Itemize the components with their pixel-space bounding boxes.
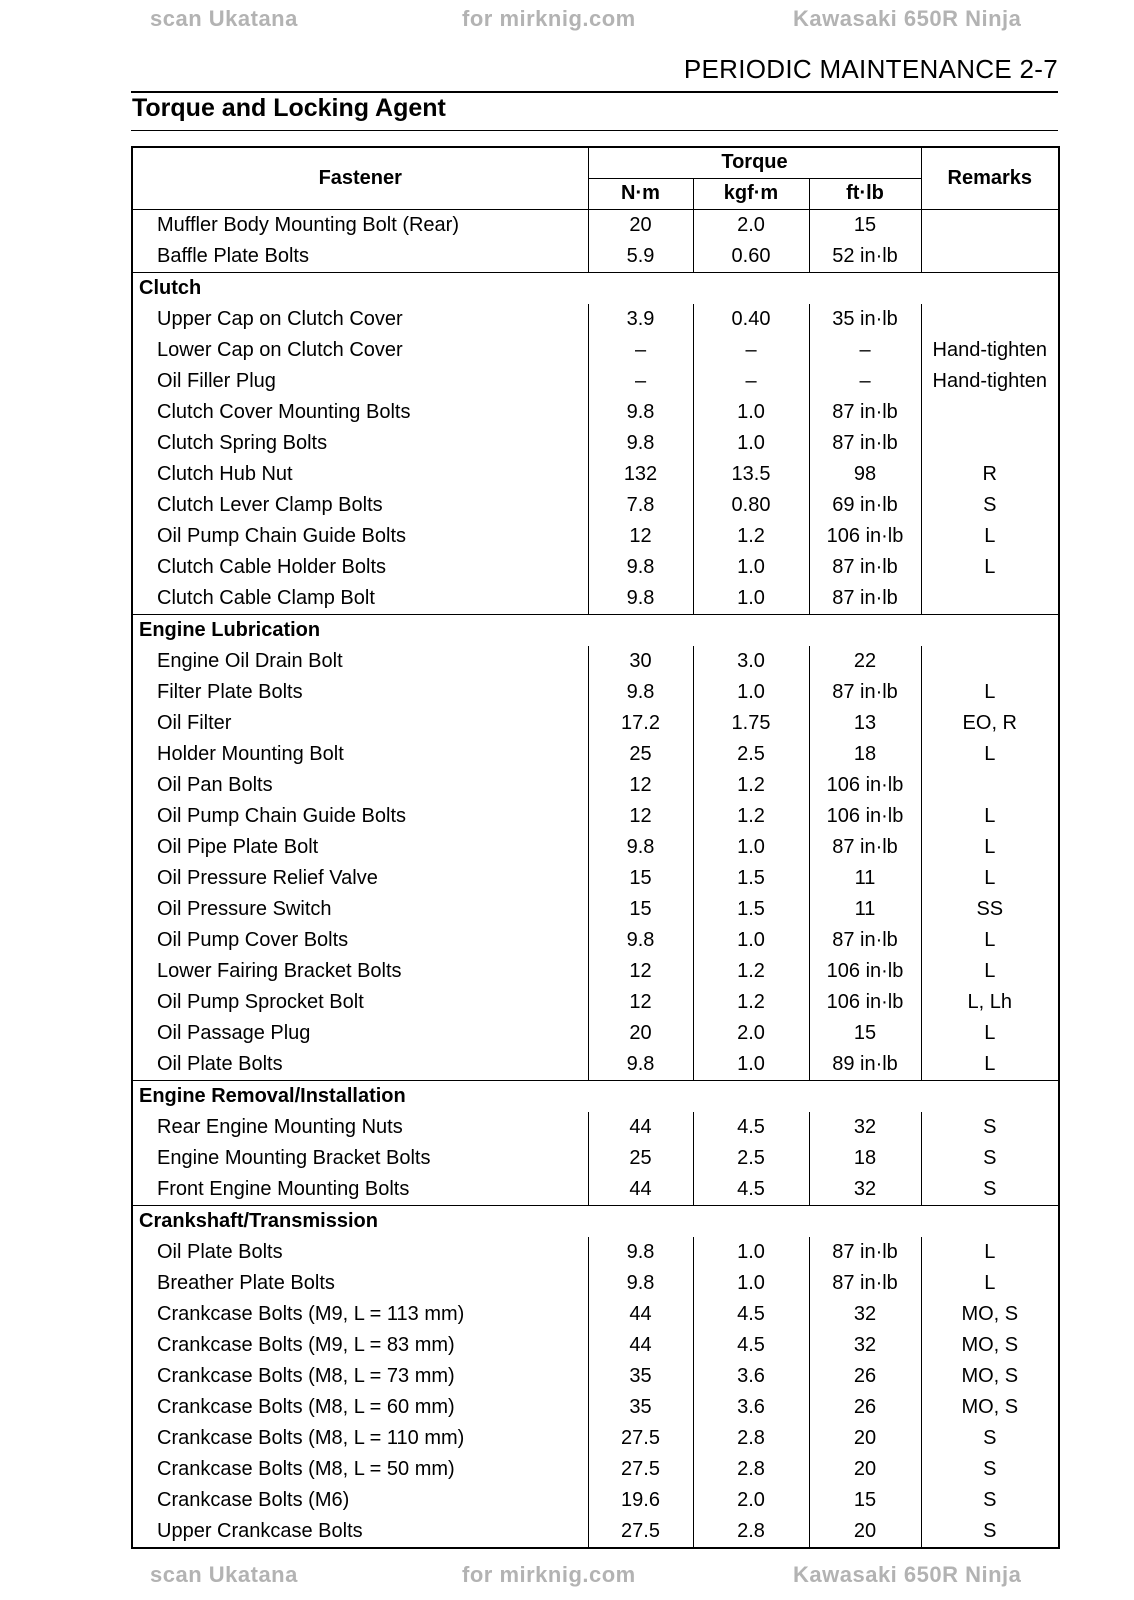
torque-ftlb-cell: 26 xyxy=(809,1392,921,1423)
table-row xyxy=(132,490,1059,521)
torque-kgfm-cell: 0.60 xyxy=(693,241,809,273)
torque-nm-cell: 20 xyxy=(588,209,693,241)
torque-nm-cell: 44 xyxy=(588,1174,693,1206)
remarks-cell: EO, R xyxy=(921,708,1059,739)
remarks-cell: L xyxy=(921,956,1059,987)
torque-kgfm-cell: 1.0 xyxy=(693,552,809,583)
torque-ftlb-cell: 35 in·lb xyxy=(809,304,921,335)
torque-ftlb-cell: 106 in·lb xyxy=(809,987,921,1018)
remarks-cell xyxy=(921,241,1059,273)
torque-kgfm-cell: 2.0 xyxy=(693,209,809,241)
remarks-cell: L xyxy=(921,1018,1059,1049)
remarks-cell: L xyxy=(921,863,1059,894)
table-row xyxy=(132,987,1059,1018)
fastener-cell: Oil Pump Chain Guide Bolts xyxy=(132,521,588,552)
torque-kgfm-cell: 0.40 xyxy=(693,304,809,335)
torque-nm-cell: 15 xyxy=(588,894,693,925)
torque-ftlb-cell: 106 in·lb xyxy=(809,521,921,552)
table-row xyxy=(132,304,1059,335)
table-row xyxy=(132,1516,1059,1548)
table-row xyxy=(132,1143,1059,1174)
table-row xyxy=(132,1299,1059,1330)
torque-kgfm-cell: 4.5 xyxy=(693,1330,809,1361)
header-ftlb: ft·lb xyxy=(809,178,921,209)
torque-ftlb-cell: 18 xyxy=(809,739,921,770)
watermark-center: for mirknig.com xyxy=(462,6,636,31)
fastener-cell: Crankcase Bolts (M8, L = 73 mm) xyxy=(132,1361,588,1392)
remarks-cell: MO, S xyxy=(921,1361,1059,1392)
torque-ftlb-cell: 87 in·lb xyxy=(809,428,921,459)
table-row xyxy=(132,1485,1059,1516)
torque-nm-cell: 44 xyxy=(588,1330,693,1361)
group-header-row xyxy=(132,614,1059,646)
remarks-cell: L xyxy=(921,801,1059,832)
table-row xyxy=(132,1392,1059,1423)
fastener-cell: Filter Plate Bolts xyxy=(132,677,588,708)
torque-kgfm-cell: 1.75 xyxy=(693,708,809,739)
torque-nm-cell: 44 xyxy=(588,1299,693,1330)
table-row xyxy=(132,1361,1059,1392)
torque-kgfm-cell: 13.5 xyxy=(693,459,809,490)
remarks-cell xyxy=(921,304,1059,335)
torque-ftlb-cell: 106 in·lb xyxy=(809,956,921,987)
remarks-cell: MO, S xyxy=(921,1330,1059,1361)
fastener-cell: Crankcase Bolts (M6) xyxy=(132,1485,588,1516)
fastener-cell: Engine Mounting Bracket Bolts xyxy=(132,1143,588,1174)
header-fastener: Fastener xyxy=(132,147,588,209)
torque-nm-cell: 27.5 xyxy=(588,1454,693,1485)
fastener-cell: Crankcase Bolts (M8, L = 110 mm) xyxy=(132,1423,588,1454)
remarks-cell: R xyxy=(921,459,1059,490)
torque-ftlb-cell: – xyxy=(809,335,921,366)
torque-nm-cell: 20 xyxy=(588,1018,693,1049)
remarks-cell: Hand-tighten xyxy=(921,366,1059,397)
group-header-row xyxy=(132,272,1059,304)
remarks-cell xyxy=(921,770,1059,801)
table-row xyxy=(132,335,1059,366)
table-row xyxy=(132,1423,1059,1454)
fastener-cell: Clutch Cable Holder Bolts xyxy=(132,552,588,583)
fastener-cell: Baffle Plate Bolts xyxy=(132,241,588,273)
torque-kgfm-cell: 2.8 xyxy=(693,1516,809,1548)
header-torque: Torque xyxy=(588,147,921,178)
torque-table xyxy=(131,146,1060,1549)
table-row xyxy=(132,1268,1059,1299)
torque-nm-cell: – xyxy=(588,366,693,397)
torque-nm-cell: 35 xyxy=(588,1392,693,1423)
remarks-cell: Hand-tighten xyxy=(921,335,1059,366)
torque-kgfm-cell: 1.0 xyxy=(693,677,809,708)
torque-ftlb-cell: 52 in·lb xyxy=(809,241,921,273)
torque-nm-cell: 9.8 xyxy=(588,1049,693,1081)
torque-ftlb-cell: 87 in·lb xyxy=(809,1237,921,1268)
remarks-cell xyxy=(921,583,1059,615)
remarks-cell xyxy=(921,397,1059,428)
table-row xyxy=(132,397,1059,428)
remarks-cell: S xyxy=(921,1174,1059,1206)
torque-nm-cell: 17.2 xyxy=(588,708,693,739)
fastener-cell: Lower Cap on Clutch Cover xyxy=(132,335,588,366)
torque-nm-cell: – xyxy=(588,335,693,366)
torque-kgfm-cell: 2.5 xyxy=(693,1143,809,1174)
torque-kgfm-cell: 2.5 xyxy=(693,739,809,770)
remarks-cell: L xyxy=(921,677,1059,708)
torque-nm-cell: 9.8 xyxy=(588,925,693,956)
torque-ftlb-cell: 32 xyxy=(809,1174,921,1206)
torque-kgfm-cell: 1.0 xyxy=(693,1237,809,1268)
torque-nm-cell: 9.8 xyxy=(588,677,693,708)
fastener-cell: Oil Pressure Switch xyxy=(132,894,588,925)
fastener-cell: Upper Crankcase Bolts xyxy=(132,1516,588,1548)
fastener-cell: Muffler Body Mounting Bolt (Rear) xyxy=(132,209,588,241)
torque-kgfm-cell: 1.0 xyxy=(693,1268,809,1299)
torque-nm-cell: 132 xyxy=(588,459,693,490)
torque-kgfm-cell: 1.0 xyxy=(693,428,809,459)
torque-nm-cell: 9.8 xyxy=(588,397,693,428)
fastener-cell: Front Engine Mounting Bolts xyxy=(132,1174,588,1206)
torque-kgfm-cell: 3.6 xyxy=(693,1392,809,1423)
table-row xyxy=(132,209,1059,241)
torque-nm-cell: 27.5 xyxy=(588,1516,693,1548)
table-row xyxy=(132,1330,1059,1361)
torque-nm-cell: 9.8 xyxy=(588,428,693,459)
watermark-right-bottom: Kawasaki 650R Ninja xyxy=(793,1562,1022,1587)
fastener-cell: Crankcase Bolts (M9, L = 113 mm) xyxy=(132,1299,588,1330)
torque-nm-cell: 27.5 xyxy=(588,1423,693,1454)
torque-ftlb-cell: 106 in·lb xyxy=(809,801,921,832)
torque-kgfm-cell: – xyxy=(693,366,809,397)
remarks-cell: L xyxy=(921,1049,1059,1081)
table-row xyxy=(132,583,1059,615)
table-row xyxy=(132,521,1059,552)
remarks-cell: L xyxy=(921,739,1059,770)
torque-kgfm-cell: 3.0 xyxy=(693,646,809,677)
torque-ftlb-cell: 106 in·lb xyxy=(809,770,921,801)
torque-kgfm-cell: 1.2 xyxy=(693,987,809,1018)
torque-kgfm-cell: 2.0 xyxy=(693,1018,809,1049)
table-row xyxy=(132,428,1059,459)
torque-nm-cell: 5.9 xyxy=(588,241,693,273)
torque-ftlb-cell: – xyxy=(809,366,921,397)
torque-ftlb-cell: 32 xyxy=(809,1112,921,1143)
header-rule xyxy=(131,91,1058,93)
torque-ftlb-cell: 18 xyxy=(809,1143,921,1174)
fastener-cell: Clutch Spring Bolts xyxy=(132,428,588,459)
fastener-cell: Clutch Lever Clamp Bolts xyxy=(132,490,588,521)
torque-ftlb-cell: 87 in·lb xyxy=(809,583,921,615)
table-row xyxy=(132,241,1059,273)
fastener-cell: Oil Pressure Relief Valve xyxy=(132,863,588,894)
torque-kgfm-cell: 1.0 xyxy=(693,583,809,615)
torque-nm-cell: 25 xyxy=(588,739,693,770)
torque-kgfm-cell: 1.2 xyxy=(693,521,809,552)
torque-kgfm-cell: 2.8 xyxy=(693,1423,809,1454)
table-row xyxy=(132,1049,1059,1081)
torque-nm-cell: 25 xyxy=(588,1143,693,1174)
torque-kgfm-cell: – xyxy=(693,335,809,366)
remarks-cell: L xyxy=(921,552,1059,583)
table-row xyxy=(132,1237,1059,1268)
remarks-cell: SS xyxy=(921,894,1059,925)
torque-kgfm-cell: 1.5 xyxy=(693,894,809,925)
fastener-cell: Oil Plate Bolts xyxy=(132,1049,588,1081)
torque-kgfm-cell: 2.8 xyxy=(693,1454,809,1485)
torque-nm-cell: 9.8 xyxy=(588,583,693,615)
fastener-cell: Clutch Cable Clamp Bolt xyxy=(132,583,588,615)
fastener-cell: Breather Plate Bolts xyxy=(132,1268,588,1299)
table-row xyxy=(132,801,1059,832)
torque-ftlb-cell: 32 xyxy=(809,1299,921,1330)
header-nm: N·m xyxy=(588,178,693,209)
remarks-cell: L xyxy=(921,1268,1059,1299)
table-row xyxy=(132,677,1059,708)
watermark-left-bottom: scan Ukatana xyxy=(150,1562,298,1587)
torque-nm-cell: 44 xyxy=(588,1112,693,1143)
table-row xyxy=(132,1174,1059,1206)
torque-nm-cell: 19.6 xyxy=(588,1485,693,1516)
remarks-cell xyxy=(921,428,1059,459)
torque-ftlb-cell: 87 in·lb xyxy=(809,832,921,863)
torque-ftlb-cell: 89 in·lb xyxy=(809,1049,921,1081)
fastener-cell: Oil Filter xyxy=(132,708,588,739)
fastener-cell: Oil Pump Chain Guide Bolts xyxy=(132,801,588,832)
torque-ftlb-cell: 20 xyxy=(809,1516,921,1548)
fastener-cell: Crankcase Bolts (M8, L = 60 mm) xyxy=(132,1392,588,1423)
fastener-cell: Oil Pump Sprocket Bolt xyxy=(132,987,588,1018)
torque-kgfm-cell: 1.0 xyxy=(693,397,809,428)
table-row xyxy=(132,459,1059,490)
page-title: PERIODIC MAINTENANCE 2-7 xyxy=(683,54,1058,84)
remarks-cell: L xyxy=(921,1237,1059,1268)
fastener-cell: Engine Oil Drain Bolt xyxy=(132,646,588,677)
table-row xyxy=(132,552,1059,583)
table-row xyxy=(132,1454,1059,1485)
torque-ftlb-cell: 69 in·lb xyxy=(809,490,921,521)
remarks-cell: MO, S xyxy=(921,1392,1059,1423)
remarks-cell: L xyxy=(921,925,1059,956)
table-row xyxy=(132,1112,1059,1143)
watermark-center-bottom: for mirknig.com xyxy=(462,1562,636,1587)
torque-nm-cell: 12 xyxy=(588,770,693,801)
header-kgfm: kgf·m xyxy=(693,178,809,209)
fastener-cell: Rear Engine Mounting Nuts xyxy=(132,1112,588,1143)
fastener-cell: Crankcase Bolts (M9, L = 83 mm) xyxy=(132,1330,588,1361)
table-row xyxy=(132,894,1059,925)
torque-ftlb-cell: 87 in·lb xyxy=(809,677,921,708)
torque-ftlb-cell: 11 xyxy=(809,863,921,894)
fastener-cell: Lower Fairing Bracket Bolts xyxy=(132,956,588,987)
torque-nm-cell: 9.8 xyxy=(588,832,693,863)
table-row xyxy=(132,1018,1059,1049)
torque-kgfm-cell: 1.5 xyxy=(693,863,809,894)
torque-nm-cell: 9.8 xyxy=(588,1237,693,1268)
torque-kgfm-cell: 1.0 xyxy=(693,925,809,956)
section-rule xyxy=(131,130,1058,131)
torque-ftlb-cell: 15 xyxy=(809,1018,921,1049)
torque-kgfm-cell: 2.0 xyxy=(693,1485,809,1516)
section-heading: Torque and Locking Agent xyxy=(132,94,446,122)
torque-ftlb-cell: 22 xyxy=(809,646,921,677)
torque-nm-cell: 35 xyxy=(588,1361,693,1392)
watermark-right: Kawasaki 650R Ninja xyxy=(793,6,1022,31)
torque-nm-cell: 15 xyxy=(588,863,693,894)
group-header-row xyxy=(132,1080,1059,1112)
torque-ftlb-cell: 26 xyxy=(809,1361,921,1392)
table-row xyxy=(132,925,1059,956)
fastener-cell: Oil Pump Cover Bolts xyxy=(132,925,588,956)
torque-nm-cell: 9.8 xyxy=(588,1268,693,1299)
fastener-cell: Oil Filler Plug xyxy=(132,366,588,397)
remarks-cell: S xyxy=(921,490,1059,521)
fastener-cell: Oil Pan Bolts xyxy=(132,770,588,801)
torque-kgfm-cell: 1.2 xyxy=(693,956,809,987)
torque-ftlb-cell: 98 xyxy=(809,459,921,490)
remarks-cell: L, Lh xyxy=(921,987,1059,1018)
fastener-cell: Clutch Cover Mounting Bolts xyxy=(132,397,588,428)
torque-ftlb-cell: 87 in·lb xyxy=(809,397,921,428)
fastener-cell: Upper Cap on Clutch Cover xyxy=(132,304,588,335)
torque-kgfm-cell: 0.80 xyxy=(693,490,809,521)
remarks-cell: S xyxy=(921,1516,1059,1548)
remarks-cell: S xyxy=(921,1143,1059,1174)
remarks-cell: S xyxy=(921,1485,1059,1516)
torque-nm-cell: 12 xyxy=(588,956,693,987)
torque-kgfm-cell: 4.5 xyxy=(693,1299,809,1330)
torque-ftlb-cell: 20 xyxy=(809,1454,921,1485)
table-row xyxy=(132,366,1059,397)
torque-kgfm-cell: 1.2 xyxy=(693,770,809,801)
fastener-cell: Oil Plate Bolts xyxy=(132,1237,588,1268)
torque-nm-cell: 9.8 xyxy=(588,552,693,583)
torque-kgfm-cell: 4.5 xyxy=(693,1112,809,1143)
group-header-row xyxy=(132,1205,1059,1237)
watermark-left: scan Ukatana xyxy=(150,6,298,31)
torque-ftlb-cell: 87 in·lb xyxy=(809,925,921,956)
remarks-cell xyxy=(921,646,1059,677)
group-title: Engine Lubrication xyxy=(132,614,1059,646)
torque-ftlb-cell: 15 xyxy=(809,1485,921,1516)
torque-nm-cell: 7.8 xyxy=(588,490,693,521)
torque-ftlb-cell: 13 xyxy=(809,708,921,739)
table-row xyxy=(132,832,1059,863)
remarks-cell: L xyxy=(921,832,1059,863)
header-remarks: Remarks xyxy=(921,147,1059,209)
torque-kgfm-cell: 3.6 xyxy=(693,1361,809,1392)
remarks-cell: S xyxy=(921,1423,1059,1454)
torque-kgfm-cell: 1.0 xyxy=(693,1049,809,1081)
torque-nm-cell: 12 xyxy=(588,521,693,552)
group-title: Crankshaft/Transmission xyxy=(132,1205,1059,1237)
torque-kgfm-cell: 1.2 xyxy=(693,801,809,832)
table-row xyxy=(132,739,1059,770)
torque-nm-cell: 12 xyxy=(588,801,693,832)
table-row xyxy=(132,646,1059,677)
torque-ftlb-cell: 87 in·lb xyxy=(809,1268,921,1299)
remarks-cell: MO, S xyxy=(921,1299,1059,1330)
torque-nm-cell: 30 xyxy=(588,646,693,677)
fastener-cell: Holder Mounting Bolt xyxy=(132,739,588,770)
torque-ftlb-cell: 20 xyxy=(809,1423,921,1454)
remarks-cell: S xyxy=(921,1454,1059,1485)
torque-nm-cell: 3.9 xyxy=(588,304,693,335)
table-row xyxy=(132,956,1059,987)
torque-nm-cell: 12 xyxy=(588,987,693,1018)
torque-ftlb-cell: 87 in·lb xyxy=(809,552,921,583)
torque-ftlb-cell: 11 xyxy=(809,894,921,925)
table-body xyxy=(132,209,1059,1548)
fastener-cell: Oil Passage Plug xyxy=(132,1018,588,1049)
fastener-cell: Clutch Hub Nut xyxy=(132,459,588,490)
torque-kgfm-cell: 1.0 xyxy=(693,832,809,863)
group-title: Clutch xyxy=(132,272,1059,304)
remarks-cell: S xyxy=(921,1112,1059,1143)
group-title: Engine Removal/Installation xyxy=(132,1080,1059,1112)
torque-ftlb-cell: 15 xyxy=(809,209,921,241)
torque-ftlb-cell: 32 xyxy=(809,1330,921,1361)
torque-kgfm-cell: 4.5 xyxy=(693,1174,809,1206)
remarks-cell xyxy=(921,209,1059,241)
remarks-cell: L xyxy=(921,521,1059,552)
table-row xyxy=(132,863,1059,894)
fastener-cell: Oil Pipe Plate Bolt xyxy=(132,832,588,863)
fastener-cell: Crankcase Bolts (M8, L = 50 mm) xyxy=(132,1454,588,1485)
table-row xyxy=(132,708,1059,739)
table-row xyxy=(132,770,1059,801)
